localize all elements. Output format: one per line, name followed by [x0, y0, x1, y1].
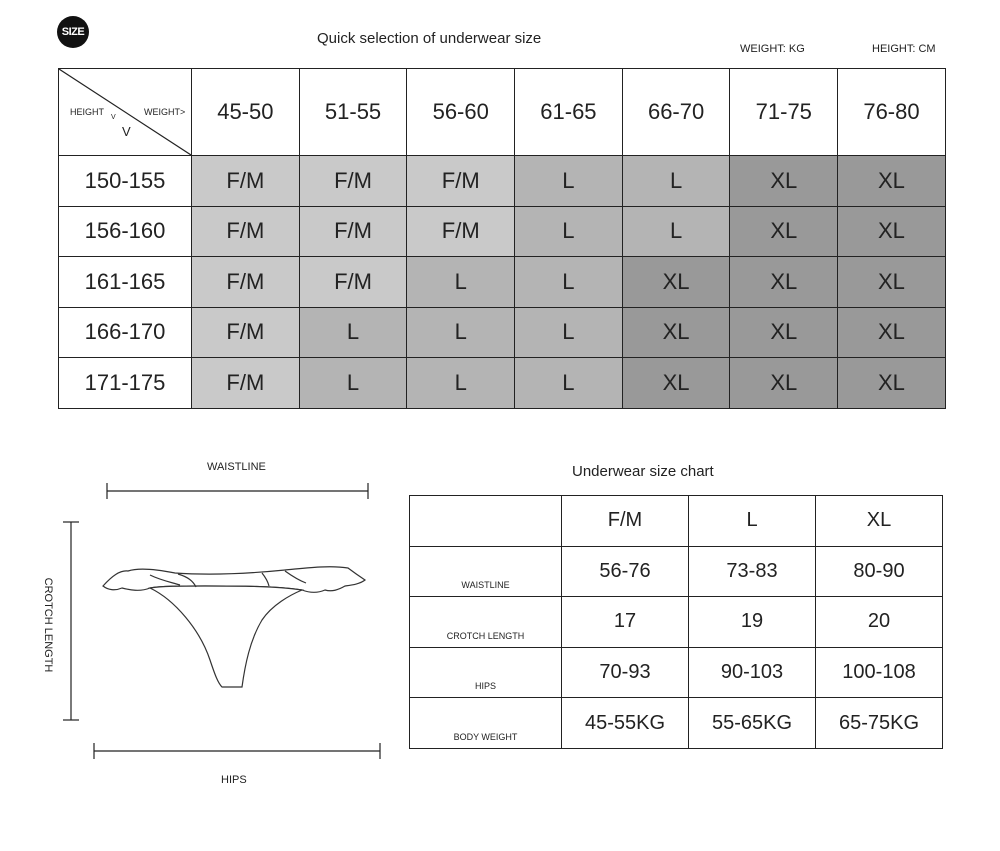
weight-header-cell: 76-80 — [838, 69, 946, 156]
size-cell: XL — [730, 307, 838, 358]
corner-height-label: HEIGHT — [70, 107, 105, 117]
height-range-cell: 161-165 — [59, 257, 192, 308]
measurement-cell: 56-76 — [562, 546, 689, 597]
corner-cell — [59, 69, 192, 156]
height-range-cell: 150-155 — [59, 156, 192, 207]
size-cell: L — [299, 307, 407, 358]
height-unit-label: HEIGHT: CM — [872, 43, 936, 55]
underwear-outline — [103, 567, 365, 687]
size-cell: XL — [730, 257, 838, 308]
size-cell: L — [515, 257, 623, 308]
quick-table-row — [59, 307, 946, 358]
quick-header-row — [59, 69, 946, 156]
size-header-cell: F/M — [562, 496, 689, 547]
weight-header-cell: 61-65 — [515, 69, 623, 156]
quick-table-row — [59, 206, 946, 257]
measurement-cell: 100-108 — [816, 647, 943, 698]
weight-header-cell: 51-55 — [299, 69, 407, 156]
metric-label-cell: HIPS — [410, 647, 562, 698]
size-cell: F/M — [299, 206, 407, 257]
size-chart-row — [410, 597, 943, 648]
height-range-cell: 156-160 — [59, 206, 192, 257]
size-header-cell: XL — [816, 496, 943, 547]
quick-selection-title: Quick selection of underwear size — [317, 30, 542, 47]
weight-header-cell: 56-60 — [407, 69, 515, 156]
weight-header-cell: 45-50 — [192, 69, 300, 156]
measurement-cell: 70-93 — [562, 647, 689, 698]
size-cell: XL — [838, 156, 946, 207]
corner-v-small: V — [111, 114, 116, 121]
size-cell: L — [515, 307, 623, 358]
size-cell: L — [622, 156, 730, 207]
measurement-cell: 80-90 — [816, 546, 943, 597]
corner-v-large: V — [122, 124, 131, 139]
quick-table-row — [59, 358, 946, 409]
measurement-cell: 45-55KG — [562, 698, 689, 749]
size-cell: L — [515, 358, 623, 409]
size-chart-title: Underwear size chart — [572, 463, 714, 480]
size-header-cell: L — [689, 496, 816, 547]
size-cell: XL — [730, 156, 838, 207]
size-cell: L — [515, 156, 623, 207]
metric-label-cell: WAISTLINE — [410, 546, 562, 597]
size-chart-row — [410, 647, 943, 698]
size-cell: L — [622, 206, 730, 257]
size-cell: L — [407, 307, 515, 358]
size-chart-row — [410, 698, 943, 749]
size-cell: XL — [622, 358, 730, 409]
size-cell: XL — [730, 358, 838, 409]
measurement-cell: 65-75KG — [816, 698, 943, 749]
size-cell: XL — [838, 307, 946, 358]
size-cell: F/M — [192, 257, 300, 308]
size-cell: XL — [730, 206, 838, 257]
size-cell: L — [407, 358, 515, 409]
height-range-cell: 166-170 — [59, 307, 192, 358]
measurement-cell: 55-65KG — [689, 698, 816, 749]
size-cell: L — [299, 358, 407, 409]
size-badge: SIZE — [57, 16, 89, 48]
size-cell: L — [407, 257, 515, 308]
height-range-cell: 171-175 — [59, 358, 192, 409]
corner-weight-label: WEIGHT> — [144, 107, 186, 117]
size-cell: XL — [622, 257, 730, 308]
measurement-cell: 20 — [816, 597, 943, 648]
size-cell: XL — [838, 206, 946, 257]
size-cell: F/M — [407, 206, 515, 257]
size-cell: F/M — [299, 257, 407, 308]
weight-header-cell: 66-70 — [622, 69, 730, 156]
measurement-cell: 19 — [689, 597, 816, 648]
size-chart-table — [409, 495, 943, 749]
crotch-length-label: CROTCH LENGTH — [42, 577, 54, 673]
measurement-cell: 17 — [562, 597, 689, 648]
size-cell: XL — [622, 307, 730, 358]
size-chart-corner-cell — [410, 496, 562, 547]
size-cell: XL — [838, 257, 946, 308]
size-cell: XL — [838, 358, 946, 409]
measurement-cell: 90-103 — [689, 647, 816, 698]
size-cell: F/M — [299, 156, 407, 207]
size-cell: L — [515, 206, 623, 257]
hips-label: HIPS — [221, 774, 247, 786]
quick-table-row — [59, 156, 946, 207]
metric-label-cell: CROTCH LENGTH — [410, 597, 562, 648]
weight-header-cell: 71-75 — [730, 69, 838, 156]
size-cell: F/M — [192, 358, 300, 409]
size-cell: F/M — [192, 206, 300, 257]
size-cell: F/M — [192, 307, 300, 358]
size-cell: F/M — [407, 156, 515, 207]
measurement-cell: 73-83 — [689, 546, 816, 597]
quick-table-row — [59, 257, 946, 308]
quick-selection-table — [58, 68, 946, 409]
size-chart-header-row — [410, 496, 943, 547]
size-chart-row — [410, 546, 943, 597]
weight-unit-label: WEIGHT: KG — [740, 43, 805, 55]
underwear-diagram — [0, 440, 400, 800]
metric-label-cell: BODY WEIGHT — [410, 698, 562, 749]
waistline-label: WAISTLINE — [207, 461, 266, 473]
size-cell: F/M — [192, 156, 300, 207]
